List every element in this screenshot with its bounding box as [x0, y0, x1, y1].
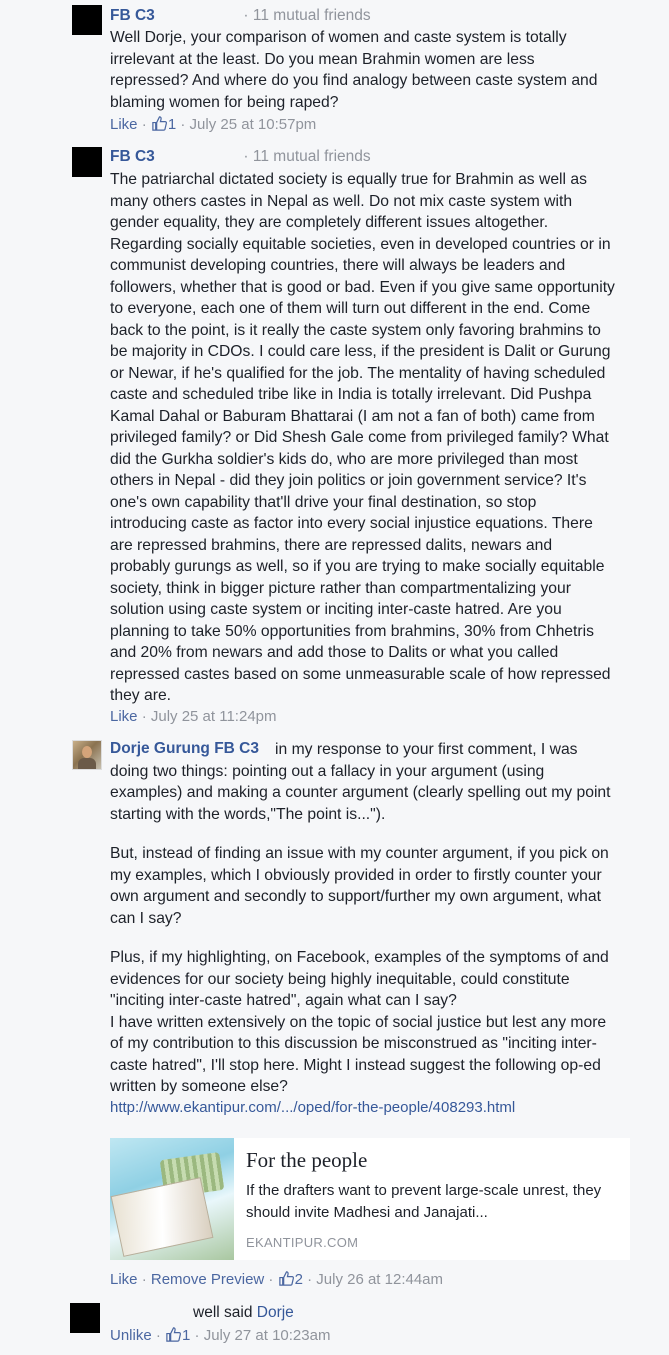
- paragraph: But, instead of finding an issue with my counter argument, if you pick on my examples, which I obviously provided in order to firstly counter your own argument and secondly to support/further my own argument, what can I say?: [110, 845, 609, 927]
- comment-header: [193, 1303, 294, 1323]
- preview-description: If the drafters want to prevent large-scale unrest, they should invite Madhesi and Janajati...: [246, 1182, 602, 1221]
- remove-preview-link[interactable]: Remove Preview: [150, 1271, 265, 1288]
- comment-header: [110, 6, 371, 26]
- paragraph: I have written extensively on the topic of social justice but lest any more of my contribution to this discussion be misconstrued as "inciting inter-caste hatred", I'll stop here. Might I instead suggest the following op-ed written by someone else?: [110, 1013, 607, 1095]
- preview-thumbnail: [110, 1138, 234, 1260]
- thumbs-up-icon[interactable]: [151, 115, 168, 132]
- paragraph: Plus, if my highlighting, on Facebook, examples of the symptoms of and evidences for our society being highly inequitable, could constitute "inciting inter-caste hatred", again what can I say?: [110, 949, 609, 1009]
- comment-text: well said: [193, 1304, 253, 1321]
- comment-text: Well Dorje, your comparison of women and caste system is totally irrelevant at the least. Do you mean Brahmin women are less repressed? And where do you find analogy between caste system and blaming women for being raped?: [110, 29, 598, 111]
- mention-tag[interactable]: FB C3: [214, 740, 259, 757]
- comment-text: The patriarchal dictated society is equally true for Brahmin as well as many others castes in Nepal as well. Do not mix caste system with gender equality, they are completely different issues altogether. Regarding socially equitable societies, even in developed countries or in communist developing countries, there will always be leaders and followers, whether that is good or bad. Even if you give same opportunity to everyone, each one of them will turn out different in the end. Come back to the point, is it really the caste system only favoring brahmins to be majority in CDOs. I could care less, if the president is Dalit or Gurung or Newar, if he's qualified for the job. The mentality of having scheduled caste and scheduled tribe like in India is totally irrelevant. Did Pushpa Kamal Dahal or Baburam Bhattarai (I am not a fan of both) came from privileged family? or Did Shesh Gale come from privileged family? What did the Gurkha soldier's kids do, who are more privileged than most others in Nepal - did they join politics or join government service? It's one's own capability that'll drive your final destination, so stop introducing caste as factor into every social injustice equations. There are repressed brahmins, there are repressed dalits, newars and probably gurungs as well, so if you are trying to make socially equitable society, think in bigger picture rather than compartmentalizing your solution using caste system or inciting inter-caste hatred. Are you planning to take 50% opportunities from brahmins, 30% from Chhetris and 20% from newars and add those to Dalits or what you called repressed castes based on some unmeasurable scale of how repressed they are.: [110, 171, 615, 704]
- comment-actions: [110, 707, 277, 727]
- author-name[interactable]: Dorje Gurung: [110, 740, 210, 757]
- comment-actions: Unlike · 1 · July 27 at 10:23am: [110, 1327, 331, 1344]
- like-link[interactable]: Like: [110, 708, 138, 725]
- link-url[interactable]: http://www.ekantipur.com/.../oped/for-the-people/408293.html: [110, 1099, 516, 1116]
- like-count[interactable]: 1: [182, 1327, 191, 1344]
- avatar[interactable]: [72, 147, 102, 177]
- timestamp[interactable]: · July 25 at 11:24pm: [137, 708, 277, 725]
- timestamp[interactable]: · July 27 at 10:23am: [190, 1327, 331, 1344]
- link-preview-card[interactable]: [110, 1138, 630, 1260]
- paragraph: in my response to your first comment, I was doing two things: pointing out a fallacy in your argument (using examples) and making a counter argument (clearly spelling out my point starting with the words,"The point is...").: [110, 741, 611, 823]
- comment-actions: Like · Remove Preview · 2 · July 26 at 12:44am: [110, 1271, 444, 1288]
- author-name[interactable]: FB C3: [110, 148, 155, 165]
- avatar[interactable]: [72, 740, 102, 770]
- like-link[interactable]: Like: [110, 1271, 138, 1288]
- thumbs-up-icon[interactable]: [278, 1270, 295, 1287]
- timestamp[interactable]: · July 26 at 12:44am: [302, 1271, 444, 1288]
- preview-title[interactable]: For the people: [246, 1148, 368, 1172]
- comment-header: [110, 147, 371, 167]
- like-count[interactable]: 2: [294, 1271, 303, 1288]
- avatar[interactable]: [72, 5, 102, 35]
- timestamp[interactable]: · July 25 at 10:57pm: [176, 116, 317, 133]
- mutual-friends: · 11 mutual friends: [243, 148, 371, 165]
- like-count[interactable]: 1: [167, 116, 177, 133]
- preview-source: EKANTIPUR.COM: [246, 1235, 359, 1250]
- author-name[interactable]: FB C3: [110, 7, 155, 24]
- avatar[interactable]: [70, 1303, 100, 1333]
- mention-link[interactable]: Dorje: [256, 1304, 294, 1321]
- comment-actions: Like · 1 · July 25 at 10:57pm: [110, 116, 317, 133]
- like-link[interactable]: Like: [110, 116, 138, 133]
- unlike-link[interactable]: Unlike: [110, 1327, 152, 1344]
- thumbs-up-icon[interactable]: [165, 1326, 182, 1343]
- comment-text: [110, 739, 615, 1098]
- mutual-friends: · 11 mutual friends: [243, 7, 371, 24]
